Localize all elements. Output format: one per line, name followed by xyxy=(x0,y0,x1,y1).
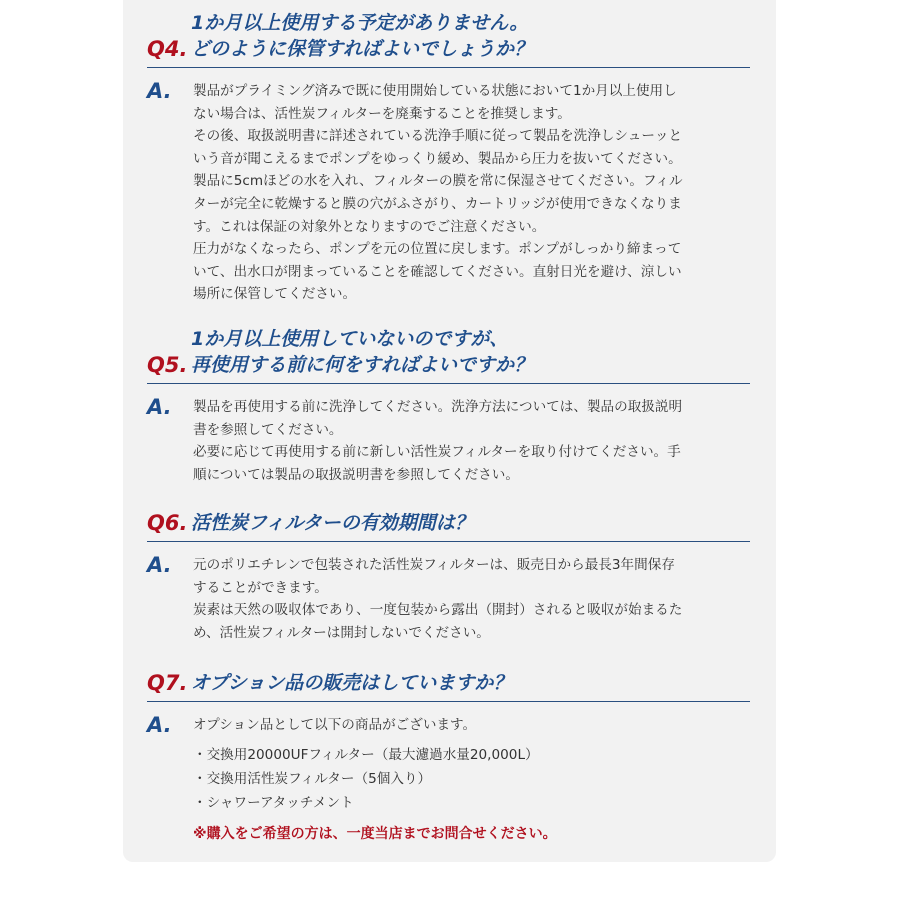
answer-text xyxy=(193,394,748,486)
answer-line: 順については製品の取扱説明書を参照してください。 xyxy=(193,466,519,483)
answer-line: 圧力がなくなったら、ポンプを元の位置に戻します。ポンプがしっかり締まって xyxy=(193,241,682,258)
question-line: 活性炭フィルターの有効期間は？ xyxy=(191,512,474,534)
answer-text xyxy=(193,552,748,644)
answer-label: A. xyxy=(147,395,172,419)
answer-line: 製品がプライミング済みで既に使用開始している状態において1か月以上使用し xyxy=(193,83,677,99)
answer-line: す。これは保証の対象外となりますのでご注意ください。 xyxy=(193,218,546,235)
purchase-notice: ※購入をご希望の方は、一度当店までお問合せください。 xyxy=(193,825,557,842)
answer-label: A. xyxy=(147,553,172,577)
faq-item-q4 xyxy=(123,6,776,306)
question-text xyxy=(191,670,512,696)
answer-line: 場所に保管してください。 xyxy=(193,286,357,303)
question-number: Q7. xyxy=(147,671,188,695)
answer xyxy=(123,394,776,486)
question-number: Q5. xyxy=(147,353,188,377)
question-number: Q4. xyxy=(147,37,188,61)
answer-line: オプション品として以下の商品がございます。 xyxy=(193,717,477,733)
question-text xyxy=(191,10,533,62)
answer xyxy=(123,78,776,306)
faq-item-q7 xyxy=(123,640,776,847)
question-number: Q6. xyxy=(147,511,188,535)
question-line: 1か月以上使用する予定がありません。 xyxy=(191,12,529,34)
divider xyxy=(147,67,750,69)
list-item: ・交換用活性炭フィルター（5個入り） xyxy=(193,770,432,787)
answer-line: ない場合は、活性炭フィルターを廃棄することを推奨します。 xyxy=(193,105,571,122)
faq-item-q6 xyxy=(123,480,776,644)
question-header xyxy=(123,480,776,542)
answer-line: 元のポリエチレンで包装された活性炭フィルターは、販売日から最長3年間保存 xyxy=(193,557,675,573)
list-item: ・交換用20000UFフィルター（最大濾過水量20,000L） xyxy=(193,746,539,763)
question-text xyxy=(191,326,533,378)
answer-text xyxy=(193,712,748,847)
answer-line: 必要に応じて再使用する前に新しい活性炭フィルターを取り付けてください。手 xyxy=(193,444,681,461)
answer-line: その後、取扱説明書に詳述されている洗浄手順に従って製品を洗浄しシューッと xyxy=(193,128,683,145)
list-item: ・シャワーアタッチメント xyxy=(193,794,354,811)
question-line: オプション品の販売はしていますか？ xyxy=(191,672,513,694)
answer-line: いう音が聞こえるまでポンプをゆっくり緩め、製品から圧力を抜いてください。 xyxy=(193,150,682,167)
answer-line: め、活性炭フィルターは開封しないでください。 xyxy=(193,624,490,641)
answer-label: A. xyxy=(147,79,172,103)
question-text xyxy=(191,510,474,536)
question-header xyxy=(123,322,776,384)
question-header xyxy=(123,6,776,68)
faq-card xyxy=(123,0,776,862)
answer-line: することができます。 xyxy=(193,579,328,596)
answer-label: A. xyxy=(147,713,172,737)
answer xyxy=(123,552,776,644)
faq-item-q5 xyxy=(123,322,776,486)
answer-line: 炭素は天然の吸収体であり、一度包装から露出（開封）されると吸収が始まるた xyxy=(193,602,683,619)
divider xyxy=(147,383,750,385)
divider xyxy=(147,541,750,543)
question-line: 再使用する前に何をすればよいですか？ xyxy=(191,354,534,376)
answer-line: 製品を再使用する前に洗浄してください。洗浄方法については、製品の取扱説明 xyxy=(193,399,683,415)
answer-line: いて、出水口が閉まっていることを確認してください。直射日光を避け、涼しい xyxy=(193,263,682,280)
answer-line: 製品に5cmほどの水を入れ、フィルターの膜を常に保湿させてください。フィル xyxy=(193,173,683,190)
question-header xyxy=(123,640,776,702)
divider xyxy=(147,701,750,703)
answer-text xyxy=(193,78,748,306)
option-list xyxy=(193,743,748,815)
question-line: どのように保管すればよいでしょうか？ xyxy=(191,38,534,60)
answer xyxy=(123,712,776,847)
question-line: 1か月以上使用していないのですが、 xyxy=(191,328,509,350)
answer-line: ターが完全に乾燥すると膜の穴がふさがり、カートリッジが使用できなくなりま xyxy=(193,195,682,212)
answer-line: 書を参照してください。 xyxy=(193,421,343,438)
